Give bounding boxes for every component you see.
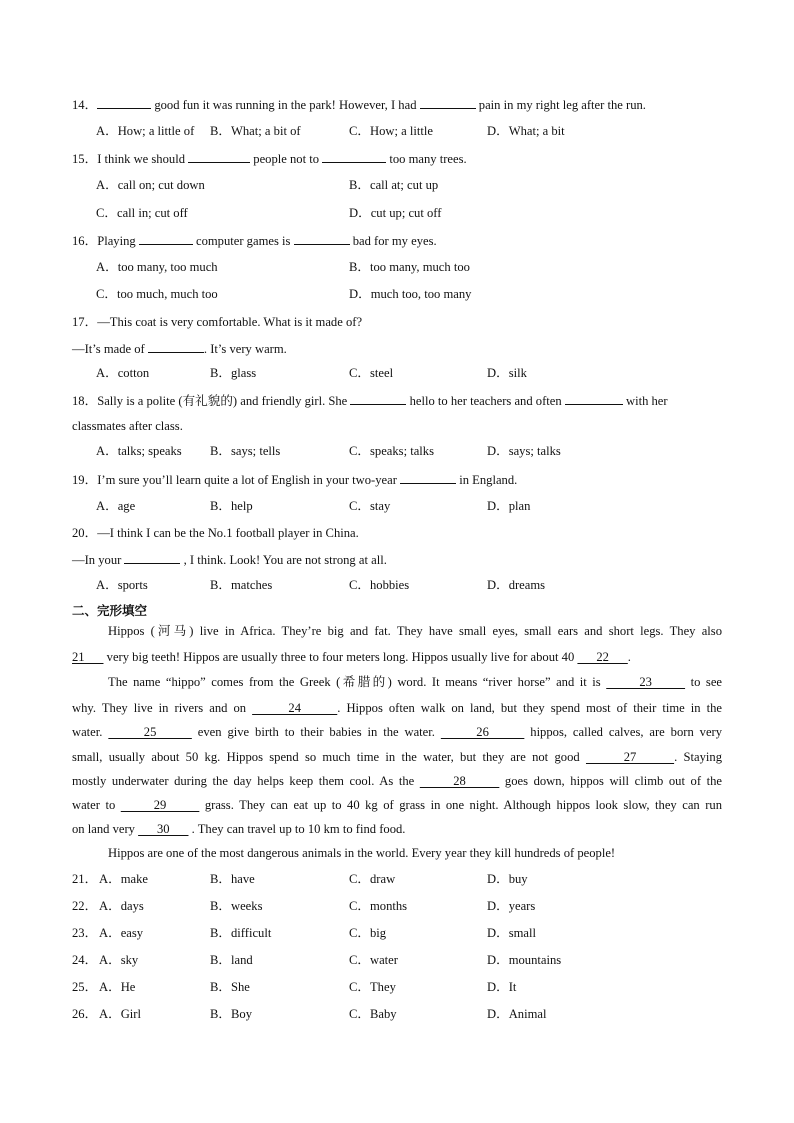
question-19-text-1: 19．I’m sure you’ll learn quite a lot of English in your two-year xyxy=(72,473,401,487)
question-16-text-2: computer games is xyxy=(192,234,294,248)
question-15-option-a: A．call on; cut down xyxy=(96,178,205,192)
question-20-option-d: D．dreams xyxy=(487,578,546,592)
question-15-stem xyxy=(72,150,467,167)
passage-line xyxy=(72,724,722,740)
cloze-23-option-b: B．difficult xyxy=(210,926,272,940)
question-20-option-a: A．sports xyxy=(96,578,148,592)
question-17-option-b: B．glass xyxy=(210,366,257,380)
answer-blank xyxy=(97,96,151,109)
passage-text: mostly underwater during the day helps keep them cool. As the xyxy=(72,774,415,788)
question-17-line-2 xyxy=(72,340,287,357)
question-19-text-2: in England. xyxy=(456,473,518,487)
question-17-text-1: —It’s made of xyxy=(72,342,148,356)
question-17-option-c: C．steel xyxy=(349,366,394,380)
passage-line: Hippos are one of the most dangerous animals in the world. Every year they kill hundreds of people! xyxy=(108,846,616,860)
cloze-blank-30: 30 xyxy=(138,822,189,836)
question-19-option-a: A．age xyxy=(96,499,136,513)
passage-line xyxy=(72,700,722,716)
cloze-22-option-c: C．months xyxy=(349,899,408,913)
question-16-option-a: A．too many, too much xyxy=(96,260,218,274)
cloze-24-option-c: C．water xyxy=(349,953,398,967)
passage-text: grass. They can eat up to 40 kg of grass in one night. Although hippos look slow, they can run xyxy=(204,798,722,812)
answer-blank xyxy=(350,392,406,405)
question-17-line-1: 17．—This coat is very comfortable. What is it made of? xyxy=(72,315,363,329)
question-20-option-b: B．matches xyxy=(210,578,273,592)
question-16-text-1: 16．Playing xyxy=(72,234,139,248)
answer-blank xyxy=(139,232,193,245)
question-14-option-a: A．How; a little of xyxy=(96,124,195,138)
passage-line xyxy=(72,797,722,813)
question-20-line-2 xyxy=(72,551,387,568)
cloze-26-option-a: A．Girl xyxy=(99,1007,141,1021)
question-18-option-a: A．talks; speaks xyxy=(96,444,182,458)
cloze-blank-27: 27 xyxy=(585,750,675,764)
question-15-text-2: people not to xyxy=(250,152,323,166)
passage-text: goes down, hippos will climb out of the xyxy=(504,774,722,788)
cloze-question-number: 22． xyxy=(72,899,98,913)
cloze-23-option-c: C．big xyxy=(349,926,387,940)
cloze-25-option-c: C．They xyxy=(349,980,396,994)
cloze-25-option-a: A．He xyxy=(99,980,136,994)
passage-text: to see xyxy=(690,675,723,689)
passage-text: very big teeth! Hippos are usually three to four meters long. Hippos usually live for about 40 xyxy=(106,650,575,664)
answer-blank xyxy=(322,150,386,163)
question-18-stem xyxy=(72,392,668,409)
question-18-option-b: B．says; tells xyxy=(210,444,281,458)
cloze-question-number: 23． xyxy=(72,926,98,940)
question-14-stem xyxy=(72,96,646,113)
cloze-question-number: 25． xyxy=(72,980,98,994)
answer-blank xyxy=(148,340,204,353)
cloze-22-option-b: B．weeks xyxy=(210,899,263,913)
passage-text: water. xyxy=(72,725,103,739)
cloze-24-option-d: D．mountains xyxy=(487,953,562,967)
question-18-option-c: C．speaks; talks xyxy=(349,444,435,458)
question-16-option-c: C．too much, much too xyxy=(96,287,218,301)
answer-blank xyxy=(565,392,623,405)
cloze-25-option-b: B．She xyxy=(210,980,250,994)
question-19-stem xyxy=(72,471,517,488)
question-20-text-2: , I think. Look! You are not strong at all. xyxy=(180,553,387,567)
question-14-option-d: D．What; a bit xyxy=(487,124,565,138)
passage-text: on land very xyxy=(72,822,135,836)
cloze-blank-24: 24 xyxy=(252,701,338,715)
question-16-option-b: B．too many, much too xyxy=(349,260,470,274)
question-18-text-1: 18．Sally is a polite (有礼貌的) and friendly girl. She xyxy=(72,394,351,408)
cloze-23-option-a: A．easy xyxy=(99,926,144,940)
question-14-number: 14． xyxy=(72,98,98,112)
passage-line xyxy=(72,649,722,665)
cloze-22-option-d: D．years xyxy=(487,899,536,913)
cloze-blank-21: 21 xyxy=(72,650,104,664)
question-18-line-2: classmates after class. xyxy=(72,419,183,433)
question-20-text-1: —In your xyxy=(72,553,125,567)
answer-blank xyxy=(124,551,180,564)
question-14-option-c: C．How; a little xyxy=(349,124,433,138)
question-18-text-2: hello to her teachers and often xyxy=(406,394,565,408)
cloze-question-number: 24． xyxy=(72,953,98,967)
question-20-line-1: 20．—I think I can be the No.1 football player in China. xyxy=(72,526,359,540)
question-17-text-2: . It’s very warm. xyxy=(203,342,287,356)
cloze-21-option-b: B．have xyxy=(210,872,255,886)
cloze-blank-22: 22 xyxy=(577,650,628,664)
cloze-26-option-b: B．Boy xyxy=(210,1007,252,1021)
answer-blank xyxy=(400,471,456,484)
passage-line xyxy=(72,749,722,765)
cloze-blank-25: 25 xyxy=(108,725,192,739)
question-16-option-d: D．much too, too many xyxy=(349,287,472,301)
question-19-option-c: C．stay xyxy=(349,499,391,513)
question-15-text-1: 15．I think we should xyxy=(72,152,189,166)
question-15-option-d: D．cut up; cut off xyxy=(349,206,442,220)
question-17-option-a: A．cotton xyxy=(96,366,150,380)
passage-text: . Hippos often walk on land, but they spend most of their time in the xyxy=(337,701,722,715)
cloze-24-option-b: B．land xyxy=(210,953,253,967)
cloze-24-option-a: A．sky xyxy=(99,953,139,967)
answer-blank xyxy=(420,96,476,109)
passage-line xyxy=(108,674,722,690)
question-15-text-3: too many trees. xyxy=(386,152,467,166)
passage-text: even give birth to their babies in the water. xyxy=(197,725,435,739)
question-18-option-d: D．says; talks xyxy=(487,444,561,458)
cloze-question-number: 26． xyxy=(72,1007,98,1021)
passage-line xyxy=(72,821,722,837)
cloze-blank-29: 29 xyxy=(120,798,200,812)
passage-line xyxy=(72,773,722,789)
cloze-21-option-d: D．buy xyxy=(487,872,528,886)
question-14-text-2: pain in my right leg after the run. xyxy=(475,98,646,112)
cloze-question-number: 21． xyxy=(72,872,98,886)
cloze-25-option-d: D．It xyxy=(487,980,517,994)
cloze-22-option-a: A．days xyxy=(99,899,144,913)
cloze-23-option-d: D．small xyxy=(487,926,536,940)
cloze-blank-26: 26 xyxy=(440,725,525,739)
cloze-26-option-c: C．Baby xyxy=(349,1007,397,1021)
question-16-stem xyxy=(72,232,437,249)
passage-text: water to xyxy=(72,798,116,812)
question-19-option-d: D．plan xyxy=(487,499,531,513)
question-15-option-b: B．call at; cut up xyxy=(349,178,439,192)
question-14-text-1: good fun it was running in the park! However, I had xyxy=(151,98,420,112)
passage-text: The name “hippo” comes from the Greek (希腊的) word. It means “river horse” and it is xyxy=(108,675,601,689)
question-16-text-3: bad for my eyes. xyxy=(349,234,437,248)
passage-text: . Staying xyxy=(674,750,723,764)
passage-line: Hippos (河马) live in Africa. They’re big and fat. They have small eyes, small ears and short legs. They also xyxy=(108,624,722,638)
question-15-option-c: C．call in; cut off xyxy=(96,206,188,220)
question-18-text-3: with her xyxy=(622,394,668,408)
cloze-21-option-a: A．make xyxy=(99,872,148,886)
question-14-option-b: B．What; a bit of xyxy=(210,124,301,138)
section-heading-cloze: 二、完形填空 xyxy=(72,603,148,618)
passage-text: why. They live in rivers and on xyxy=(72,701,247,715)
question-20-option-c: C．hobbies xyxy=(349,578,410,592)
period: . xyxy=(627,650,631,664)
cloze-21-option-c: C．draw xyxy=(349,872,396,886)
passage-text: hippos, called calves, are born very xyxy=(530,725,723,739)
cloze-blank-28: 28 xyxy=(419,774,500,788)
answer-blank xyxy=(188,150,250,163)
question-19-option-b: B．help xyxy=(210,499,253,513)
passage-text: . They can travel up to 10 km to find food. xyxy=(191,822,406,836)
cloze-26-option-d: D．Animal xyxy=(487,1007,547,1021)
passage-text: small, usually about 50 kg. Hippos spend so much time in the water, but they are not good xyxy=(72,750,580,764)
question-17-option-d: D．silk xyxy=(487,366,527,380)
answer-blank xyxy=(294,232,350,245)
cloze-blank-23: 23 xyxy=(606,675,686,689)
